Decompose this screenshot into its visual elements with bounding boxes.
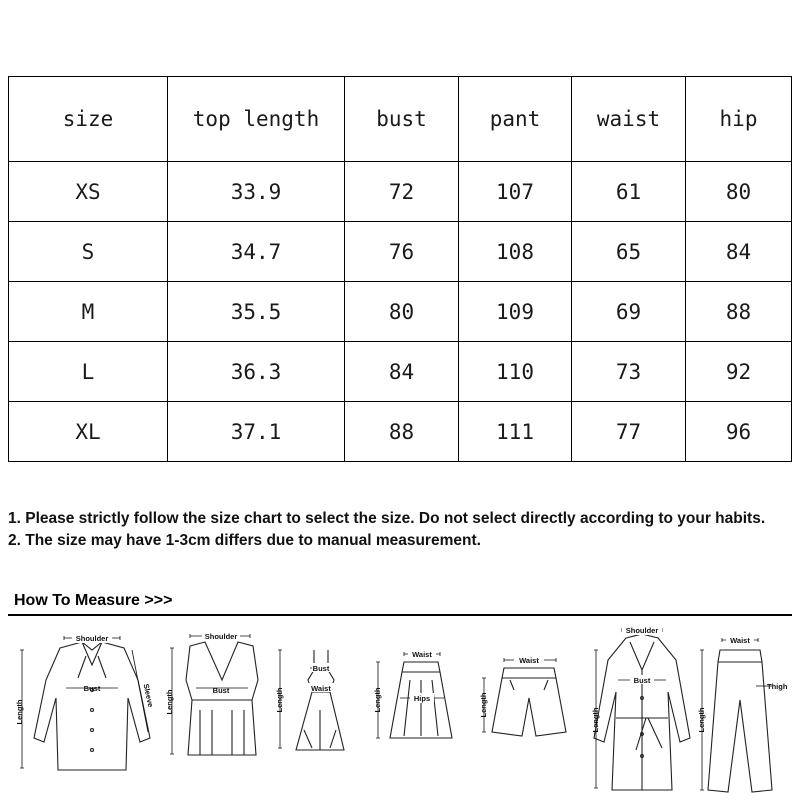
table-cell: 35.5 (168, 282, 345, 342)
label-bust: Bust (312, 664, 330, 673)
table-cell: M (9, 282, 168, 342)
header-top-length: top length (168, 77, 345, 162)
table-cell: 107 (459, 162, 572, 222)
label-length: Length (15, 699, 24, 725)
label-waist: Waist (730, 636, 750, 645)
header-pant: pant (459, 77, 572, 162)
header-hip: hip (686, 77, 792, 162)
label-length: Length (591, 707, 600, 733)
table-cell: 111 (459, 402, 572, 462)
size-notes (8, 508, 798, 552)
label-bust: Bust (83, 684, 101, 693)
table-header-row (9, 77, 792, 162)
how-to-measure-title: How To Measure >>> (14, 592, 173, 609)
table-cell: 84 (345, 342, 459, 402)
label-hips: Hips (413, 694, 431, 703)
label-length: Length (697, 707, 706, 733)
label-waist: Waist (311, 684, 331, 693)
shorts-figure (492, 668, 566, 736)
note-line-1: 1. Please strictly follow the size chart to select the size. Do not select directly according to your habits. (8, 510, 766, 527)
table-cell: 96 (686, 402, 792, 462)
size-chart-table (8, 76, 792, 462)
label-waist: Waist (412, 650, 432, 659)
table-row (9, 222, 792, 282)
table-cell: 108 (459, 222, 572, 282)
divider (8, 614, 792, 616)
table-cell: 84 (686, 222, 792, 282)
table-cell: 65 (572, 222, 686, 282)
label-length: Length (165, 689, 174, 715)
label-length: Length (275, 687, 284, 713)
table-cell: L (9, 342, 168, 402)
table-cell: S (9, 222, 168, 282)
label-sleeve: Sleeve (141, 682, 156, 709)
table-cell: XS (9, 162, 168, 222)
pants-figure (708, 650, 772, 792)
label-waist: Waist (519, 656, 539, 665)
table-cell: 80 (686, 162, 792, 222)
measurement-diagrams (0, 620, 800, 800)
table-cell: 72 (345, 162, 459, 222)
table-cell: 61 (572, 162, 686, 222)
table-cell: 109 (459, 282, 572, 342)
blouse-figure (34, 642, 150, 770)
table-row (9, 342, 792, 402)
label-length: Length (479, 692, 488, 718)
table-cell: 73 (572, 342, 686, 402)
table-row (9, 282, 792, 342)
coat-figure (594, 634, 690, 790)
header-size: size (9, 77, 168, 162)
table-cell: 110 (459, 342, 572, 402)
table-cell: 33.9 (168, 162, 345, 222)
table-cell: 36.3 (168, 342, 345, 402)
label-thigh: Thigh (767, 682, 788, 691)
header-waist: waist (572, 77, 686, 162)
label-shoulder: Shoulder (204, 632, 238, 641)
table-row (9, 402, 792, 462)
table-cell: 88 (686, 282, 792, 342)
table-cell: 69 (572, 282, 686, 342)
table-cell: 88 (345, 402, 459, 462)
label-bust: Bust (212, 686, 230, 695)
table-cell: XL (9, 402, 168, 462)
table-row (9, 162, 792, 222)
table-cell: 92 (686, 342, 792, 402)
table-cell: 37.1 (168, 402, 345, 462)
table-cell: 76 (345, 222, 459, 282)
table-cell: 77 (572, 402, 686, 462)
note-line-2: 2. The size may have 1-3cm differs due to manual measurement. (8, 532, 481, 549)
label-bust: Bust (633, 676, 651, 685)
label-shoulder: Shoulder (625, 626, 659, 635)
table-cell: 34.7 (168, 222, 345, 282)
label-shoulder: Shoulder (75, 634, 109, 643)
tank-top-figure (186, 642, 258, 755)
header-bust: bust (345, 77, 459, 162)
table-cell: 80 (345, 282, 459, 342)
label-length: Length (373, 687, 382, 713)
